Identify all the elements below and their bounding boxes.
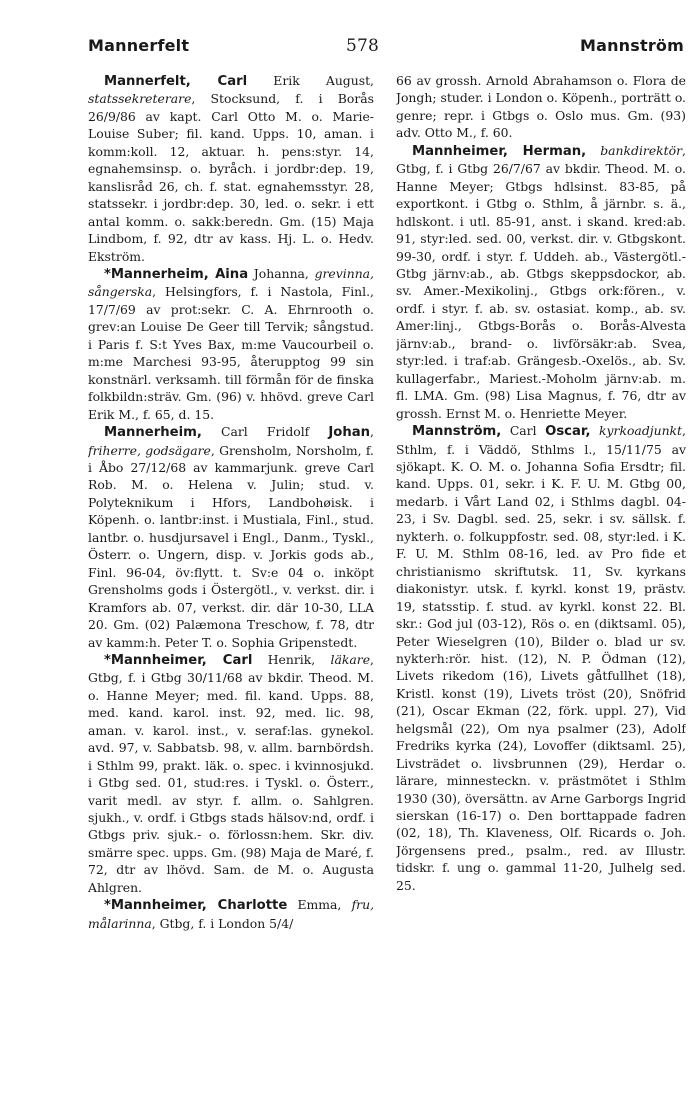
entry-text: , Helsingfors, f. i Nastola, Finl., 17/7/69 av prot:sekr. C. A. Ehrnrooth o. grev:an Louise De Geer till Tervik; sångstud. i Paris f. S:t Yves Bax, m:me Vaucourbeil o. m:me Marchesi 93-95, återupptog 99 sin konstnärl. verksamh. till förmån för de finska folkbildn:sträv. Gm. (96) v. hhövd. greve Carl Erik M., f. 65, d. 15. — [88, 284, 374, 422]
entry-headword: Mannheimer, Herman, — [412, 143, 587, 159]
entry-mannheimer-carl — [88, 651, 374, 896]
entry-given-names: Johanna, — [248, 265, 315, 281]
left-column — [88, 72, 374, 1082]
entry-given-names — [586, 143, 600, 158]
entry-mannstrom-oscar — [396, 422, 686, 894]
entry-mannerheim-johan: Mannerheim, Carl Fridolf Johan, friherre, godsägare, Grensholm, Norsholm, f. i Åbo 27/12/68 av kammarjunk. greve Carl Rob. M. o. Helena v. Julin; stud. v. Polyteknikum i Hfors, Landbohøisk. i Köpenh. o. lantbr:inst. i Mustiala, Finl., stud. lantbr. o. husdjursavel i Engl., Danm., Tyskl., Österr. o. Ungern, disp. v. Jorkis gods ab., Finl. 96-04, öv:flytt. t. Sv:e 04 o. inköpt Grensholms gods i Östergötl., v. verkst. dir. i Kramfors ab. 07, verkst. dir. där 10-30, LLA 20. Gm. (02) Palæmona Treschow, f. 78, dtr av kamm:h. Peter T. o. Sophia Gripenstedt. — [88, 424, 374, 650]
entry-given-names: Emma, — [287, 897, 352, 913]
entry-given-names: Henrik, — [252, 651, 331, 667]
entry-mannerheim-aina — [88, 265, 374, 423]
entry-given-names: Erik August, — [247, 73, 374, 88]
entry-headword: *Mannheimer, Charlotte — [104, 898, 288, 914]
entry-callname: Oscar, — [545, 424, 591, 440]
running-head-right: Mannström — [579, 36, 684, 55]
entry-continuation — [396, 72, 686, 142]
entry-mannheimer-herman — [396, 142, 686, 422]
entry-occupation: statssekreterare — [88, 91, 192, 107]
page-number: 578 — [346, 36, 380, 56]
running-head-left: Mannerfelt — [88, 36, 190, 55]
entry-mannerfelt-carl — [88, 72, 374, 265]
entry-occupation: fru, målarinna — [88, 897, 374, 931]
entry-text: , Gtbg, f. i Gtbg 30/11/68 av bkdir. Theod. M. o. Hanne Meyer; med. fil. kand. Upps. 88, med. kand. karol. inst. 92, med. lic. 98, aman. v. karol. inst., v. seraf:las. gynekol. avd. 97, v. Sabbatsb. 98, v. allm. barnbördsh. i Sthlm 99, prakt. läk. o. spec. i kvinnosjukd. i Gtbg sed. 01, stud:res. i Tyskl. o. Österr., varit medl. av styr. f. allm. o. Sahlgren. sjukh., v. ordf. i Gtbgs stads hälsov:nd, ordf. i Gtbgs priv. sjuk.- o. förlossn:hem. Skr. div. smärre spec. upps. Gm. (98) Maja de Maré, f. 72, dtr av lhövd. Sam. de M. o. Augusta Ahlgren. — [88, 651, 374, 895]
entry-mannheimer-charlotte — [88, 896, 374, 932]
entry-text: , Sthlm, f. i Väddö, Sthlms l., 15/11/75 av sjökapt. K. O. M. o. Johanna Sofia Ersdtr; fil. kand. Upps. 01, sekr. i K. F. U. M. Gtbg 00, medarb. i Vårt Land 02, i Sthlms dagbl. 04-23, i Sv. Dagbl. sed. 25, sekr. i sv. sällsk. f. nykterh. o. folkuppfostr. sed. 08, styr:led. i K. F. U. M. Sthlm 08-16, led. av Pro fide et christianismo skriftutsk. 11, Sv. kyrkans diakonistyr. utsk. f. kyrkl. konst 19, prästv. 19, statsstip. f. stud. av kyrkl. konst 22. Bl. skr.: God jul (03-12), Rös o. en (diktsaml. 05), Peter Wieselgren (10), Bilder o. blad ur sv. nykterh:rör. hist. (12), N. P. Ödman (12), Livets rikedom (16), Livets gåtfullhet (18), Kristl. konst (19), Livets tröst (20), Snöfrid (21), Oscar Ekman (22, förk. uppl. 27), Vid helgsmål (22), Om nya psalmer (23), Adolf Fredriks kyrka (24), Lovoffer (diktsaml. 25), Livsträdet o. livsbrunnen (29), Herdar o. lärare, minnesteckn. v. prästmötet i Sthlm 1930 (30), översättn. av Arne Garborgs Ingrid sierskan (16-17) o. Den borttappade fadren (02, 18), Th. Klaveness, Olf. Ricards o. Joh. Jörgensens pred., psalm., red. av Illustr. tidskr. f. ung o. gammal 11-20, Julhelg sed. 25. — [396, 423, 686, 893]
entry-headword: *Mannheimer, Carl — [104, 652, 253, 668]
entry-occupation: bankdirektör — [600, 142, 683, 158]
entry-callname: Johan — [328, 425, 371, 441]
entry-given-names: Carl — [501, 423, 546, 439]
right-column — [396, 72, 686, 1082]
entry-occupation: läkare — [330, 651, 371, 667]
entry-text: 66 av grossh. Arnold Abrahamson o. Flora de Jongh; studer. i London o. Köpenh., porträtt o. genre; repr. i Gtbgs o. Oslo mus. Gm. (93) adv. Otto M., f. 60. — [396, 73, 686, 141]
entry-occupation: grevinna, sångerska — [88, 265, 374, 300]
entry-headword: Mannerheim, — [104, 425, 202, 441]
entry-occupation: friherre, godsägare — [88, 442, 211, 458]
entry-given-names: Carl Fridolf — [201, 424, 329, 440]
entry-text: , Gtbg, f. i London 5/4/ — [151, 915, 294, 931]
entry-occupation: kyrkoadjunkt — [599, 423, 683, 439]
entry-headword: *Mannerheim, Aina — [104, 266, 249, 282]
entry-text: , Grensholm, Norsholm, f. i Åbo 27/12/68 av kammarjunk. greve Carl Rob. M. o. Helena v. Julin; stud. v. Polyteknikum i Hfors, Landbohøisk. i Köpenh. o. lantbr:inst. i Mustiala, Finl., stud. lantbr. o. husdjursavel i Engl., Danm., Tyskl., Österr. o. Ungern, disp. v. Jorkis gods ab., Finl. 96-04, öv:flytt. t. Sv:e 04 o. inköpt Grensholms gods i Östergötl., v. verkst. dir. i Kramfors ab. 07, verkst. dir. där 10-30, LLA 20. Gm. (02) Palæmona Treschow, f. 78, dtr av kamm:h. Peter T. o. Sophia Gripenstedt. — [88, 442, 374, 650]
entry-text: , Gtbg, f. i Gtbg 26/7/67 av bkdir. Theod. M. o. Hanne Meyer; Gtbgs hdlsinst. 83-85, på exportkont. i Gtbg o. Sthlm, å järnbr. s. ä., hdlskont. i utl. 85-91, anst. i skand. kred:ab. 91, styr:led. sed. 00, verkst. dir. v. Gtbgskont. 99-30, ordf. i styr. f. Uddeh. ab., Västergötl.-Gtbg järnv:ab., ab. Gtbgs skeppsdockor, ab. sv. Amer.-Mexikolinj., Gtbgs ork:fören., v. ordf. i styr. f. ab. sv. ostasiat. komp., ab. sv. Amer:linj., Gtbgs-Borås o. Borås-Alvesta järnv:ab., brand- o. livförsäkr:ab. Svea, styr:led. i traf:ab. Grängesb.-Oxelös., ab. Sv. kullagerfabr., Mariest.-Moholm järnv:ab. m. fl. LMA. Gm. (98) Lisa Magnus, f. 76, dtr av grossh. Ernst M. o. Henriette Meyer. — [396, 142, 686, 421]
entry-text: , Stocksund, f. i Borås 26/9/86 av kapt. Carl Otto M. o. Marie-Louise Suber; fil. kand. Upps. 10, aman. i komm:koll. 12, aktuar. h. pens:styr. 14, egnahemsinsp. o. byråch. i jordbr:dep. 19, kanslisråd 26, ch. f. stat. egnahemsstyr. 28, statssekr. i jordbr:dep. 30, led. o. sekr. i ett antal komm. o. sakk:beredn. Gm. (15) Maja Lindbom, f. 92, dtr av kass. Hj. L. o. Hedv. Ekström. — [88, 91, 374, 264]
entry-headword: Mannström, — [412, 424, 502, 440]
entry-headword: Mannerfelt, Carl — [104, 74, 248, 89]
